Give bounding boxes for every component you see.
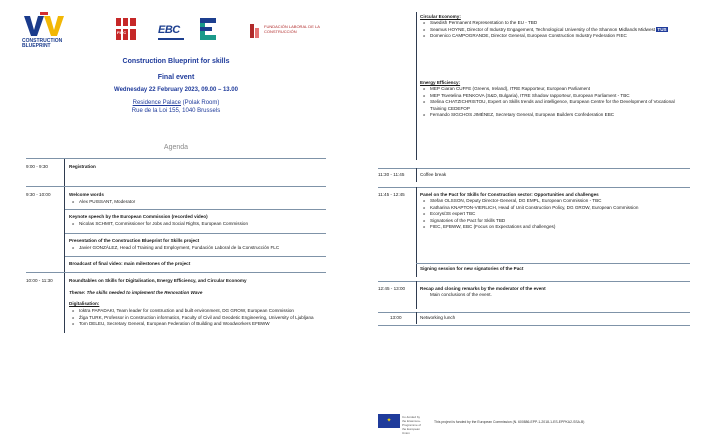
list-item: o Ecorys/3S expert TBC	[420, 211, 690, 217]
energy-title: Energy Efficiency:	[420, 80, 461, 85]
signing-session: Signing session for new signatories of the Pact	[420, 266, 524, 271]
list-item: o Stefan OLSSON, Deputy Director-General, DG EMPL, European Commission - TBC	[420, 198, 690, 204]
row-title: Registration	[69, 164, 96, 169]
logo-bar	[22, 12, 322, 48]
energy-efficiency-block	[420, 80, 690, 118]
agenda-row-recap	[378, 281, 690, 282]
row-time: 12:45 - 13:00	[378, 286, 406, 291]
fe-logo	[200, 18, 218, 40]
list-item: o Katharina KNAPTON-VIERLICH, Head of Unit Construction Policy, DG GROW, European Commission	[420, 205, 690, 211]
event-venue-line	[0, 100, 352, 106]
list-item: o Seamus HOYNE, Director of Industry Engagement, Technological University of the Shannon Midlands Midwest TUS	[420, 27, 690, 33]
theme-text: Theme: The skills needed to implement the Renovation Wave	[69, 289, 203, 295]
row-time: 9:30 - 10:00	[26, 192, 51, 197]
broadcast-title: Broadcast of final video: main milestones of the project	[69, 260, 191, 266]
fiec-logo-text: FIEC	[117, 30, 127, 35]
list-item: o MEP Tsvetelina PENKOVA (S&D, Bulgaria), ITRE Shadow rapporteur, European Parliament - TBC	[420, 93, 690, 99]
list-item: o Nicolas SCHMIT, Commissioner for Jobs and Social Rights, European Commission	[69, 221, 326, 228]
presentation-title: Presentation of the Construction Blueprint for Skills project	[69, 238, 200, 244]
list-item: o Signatories of the Pact for Skills TBD	[420, 218, 690, 224]
circular-economy-block	[420, 14, 690, 40]
list-item: o Ioktra PAPADAKI, Team leader for construction and built environment, DG GROW, European Commission	[69, 308, 326, 315]
venue-room: (Polak Room)	[181, 100, 220, 106]
list-item: o Tom DELEU, Secretary General, European Federation of Building and Woodworkers EFBWW	[69, 321, 326, 328]
row-time: 11:30 - 11:45	[378, 172, 405, 177]
list-item: o FIEC, EFBWW, EBC (Focus on Expectations and challenges)	[420, 224, 690, 230]
page-left	[0, 0, 352, 445]
list-item: o Alex PUISSANT, Moderator	[69, 199, 326, 206]
construction-blueprint-logo	[22, 12, 66, 48]
agenda-row-roundtables	[26, 272, 326, 333]
tus-badge: TUS	[657, 26, 667, 32]
recap-sub: Main conclusions of the event.	[430, 292, 492, 298]
roundtables-title: Roundtables on Skills for Digitalisation, Energy Efficiency, and Circular Economy	[69, 278, 247, 284]
row-time: 10:00 - 11:30	[26, 278, 53, 284]
list-item: o Domenico CAMPOGRANDE, Director General, European Construction Industry Federation FIEC	[420, 33, 690, 39]
agenda-table-left	[26, 158, 326, 333]
list-item: o Swedish Permanent Representation to the EU - TBD	[420, 20, 690, 26]
event-address: Rue de la Loi 155, 1040 Brussels	[131, 108, 221, 114]
agenda-row-opening	[26, 186, 326, 272]
digitalisation-title: Digitalisation:	[69, 301, 100, 307]
list-item: o Stelina CHATZICHRISTOU, Expert on Skills trends and intelligence, European Centre for the Development of Vocational Training CEDEFOP	[420, 99, 690, 112]
row-time: 11:45 - 12:45	[378, 192, 405, 197]
footer	[378, 414, 690, 435]
welcome-title: Welcome words	[69, 192, 104, 197]
flc-logo-text: FUNDACIÓN LABORAL DE LA CONSTRUCCIÓN	[264, 24, 320, 34]
lunch-title: Networking lunch	[420, 315, 456, 320]
ebc-logo-text: EBC	[158, 24, 180, 36]
event-title-block	[0, 58, 352, 114]
coffee-title: Coffee break	[420, 172, 447, 177]
fiec-logo	[114, 16, 138, 42]
list-item: o Žiga TURK, Professor in Construction informatics, Faculty of Civil and Geodetic Engineering, University of Ljubljana	[69, 315, 326, 322]
recap-block	[420, 286, 690, 299]
circular-title: Circular Economy:	[420, 14, 461, 19]
panel-block	[420, 192, 690, 230]
keynote-title: Keynote speech by the European Commission (recorded video)	[69, 214, 208, 220]
row-time: 9:00 - 9:30	[26, 164, 48, 169]
panel-title: Panel on the Pact for Skills for Construction sector: Opportunities and challenges	[420, 192, 599, 197]
agenda-row-lunch	[378, 312, 690, 313]
eu-funding-label: Co-funded by the Erasmus+ Programme of the European Union	[402, 415, 422, 435]
venue-link[interactable]: Residence Palace	[132, 100, 182, 106]
agenda-row-panel	[378, 187, 690, 188]
row-time: 13:00	[390, 315, 402, 320]
ebc-logo	[158, 20, 188, 38]
page-right	[354, 0, 706, 445]
list-item: o Fernando SIGCHOS JIMÉNEZ, Secretary General, European Builders Confederation EBC	[420, 112, 690, 118]
funding-statement: This project is funded by the European Commission (N. 600886-EPP-1-2018-1-ES-EPPKA2-SSA-B)	[434, 420, 585, 424]
agenda-heading: Agenda	[163, 144, 189, 151]
list-item: o Javier GONZÁLEZ, Head of Training and Employment, Fundación Laboral de la Construcción FLC	[69, 245, 326, 252]
eu-stars-icon: ✦	[386, 418, 392, 424]
list-item: o MEP Ciaran CUFFE (Greens, Ireland), ITRE Rapporteur, European Parliament	[420, 86, 690, 92]
event-title: Construction Blueprint for skills	[122, 58, 230, 65]
construction-blueprint-logo-text: CONSTRUCTION BLUEPRINT	[22, 38, 63, 49]
flc-logo	[250, 22, 320, 40]
recap-title: Recap and closing remarks by the moderator of the event	[420, 286, 546, 291]
agenda-row-registration	[26, 158, 326, 186]
event-date: Wednesday 22 February 2023, 09.00 – 13.00	[114, 87, 238, 93]
event-subtitle: Final event	[157, 74, 195, 81]
